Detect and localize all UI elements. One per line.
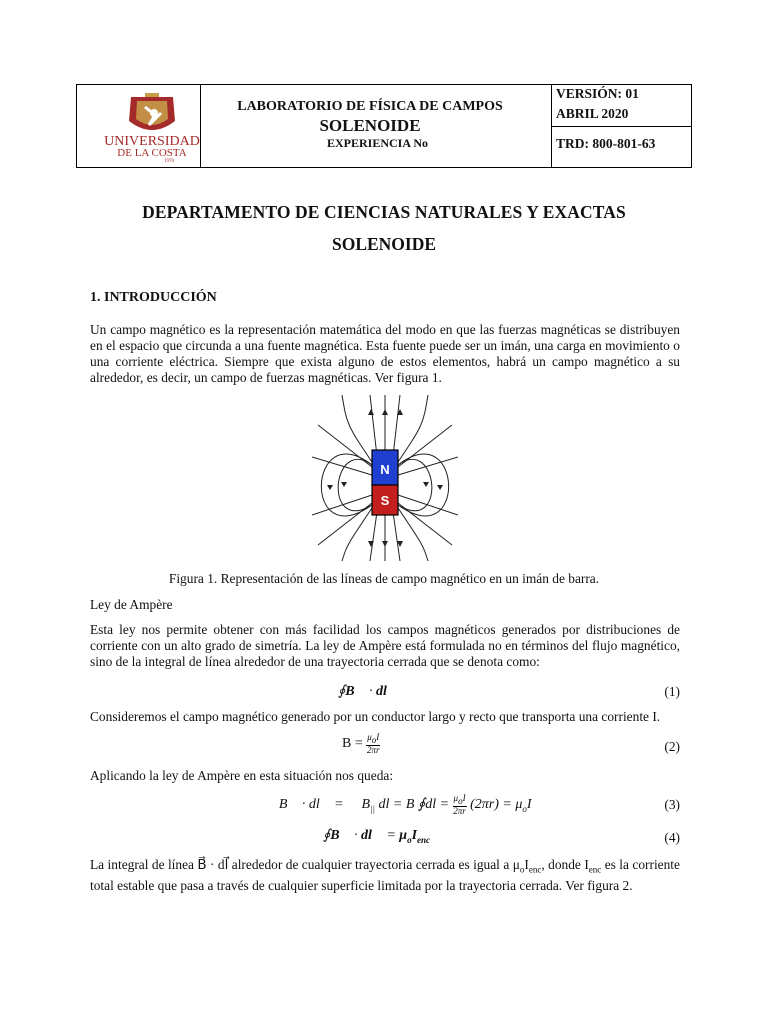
trd-label: TRD: 800-801-63	[556, 136, 656, 151]
header-divider	[551, 126, 691, 127]
equation-3: ∮B⃗ · dl⃗ = ∮ $B_{||}$ dl = B ∮dl = $\frac{\mu_oI}{2\pi r}$ $(2\pi r) = \mu_oI$	[268, 793, 532, 816]
document-header	[76, 84, 692, 168]
north-pole-label: N	[380, 462, 390, 477]
lab-title: LABORATORIO DE FÍSICA DE CAMPOS	[237, 99, 503, 114]
south-pole-label: S	[380, 493, 390, 508]
doc-title: SOLENOIDE	[319, 116, 421, 135]
ampere-paragraph: Esta ley nos permite obtener con más facilidad los campos magnéticos generados por distribuciones de corriente con un alto grado de simetría. La ley de Ampère está formulada no en términos del flujo magnético, sino de la integral de línea alrededor de una trayectoria cerrada que se denota como:	[90, 622, 680, 669]
date-label: ABRIL 2020	[556, 106, 629, 121]
ampere-heading: Ley de Ampère	[90, 597, 173, 612]
svg-text:1970: 1970	[164, 159, 174, 163]
svg-text:DE LA COSTA: DE LA COSTA	[117, 147, 187, 159]
equation-4: ∮B⃗ · dl⃗ = $\mu_oI_{enc}$	[323, 828, 431, 845]
university-logo	[97, 91, 207, 163]
equation-number: (4)	[664, 830, 680, 845]
applying-paragraph: Aplicando la ley de Ampère en esta situación nos queda:	[90, 768, 394, 783]
department-title: DEPARTAMENTO DE CIENCIAS NATURALES Y EXACTAS	[142, 202, 626, 222]
equation-1: ∮B⃗ · dl⃗	[338, 684, 398, 699]
equation-2: B = $\frac{\mu_oI}{2\pi r}$	[342, 732, 380, 755]
svg-text:UNIVERSIDAD: UNIVERSIDAD	[104, 134, 200, 149]
conductor-paragraph: Consideremos el campo magnético generado por un conductor largo y recto que transporta una corriente I.	[90, 709, 661, 724]
magnet-field-figure	[312, 395, 458, 561]
final-paragraph: La integral de línea B⃗ · dl⃗ alrededor de cualquier trayectoria cerrada es igual a $\mu_oI_{enc}$, donde $I_{enc}$ es la corriente total estable que pasa a través de cualquier superficie limitada por la trayectoria cerrada. Ver figura 2.	[90, 857, 680, 893]
section-heading: 1. INTRODUCCIÓN	[90, 290, 217, 305]
experience-label: EXPERIENCIA No	[327, 136, 429, 150]
intro-paragraph: Un campo magnético es la representación matemática del modo en que las fuerzas magnéticas se distribuyen en el espacio que circunda a una fuente magnética. Esta fuente puede ser un imán, una carga en movimiento o una corriente eléctrica. Siempre que exista alguno de estos elementos, habrá un campo magnético a su alrededor, es decir, un campo de fuerzas magnéticas. Ver figura 1.	[90, 322, 680, 385]
equation-number: (2)	[664, 739, 680, 754]
equation-number: (1)	[664, 684, 680, 699]
equation-number: (3)	[664, 797, 680, 812]
subtitle: SOLENOIDE	[331, 234, 437, 254]
version-label: VERSIÓN: 01	[556, 86, 639, 101]
figure-caption: Figura 1. Representación de las líneas de campo magnético en un imán de barra.	[168, 571, 600, 586]
